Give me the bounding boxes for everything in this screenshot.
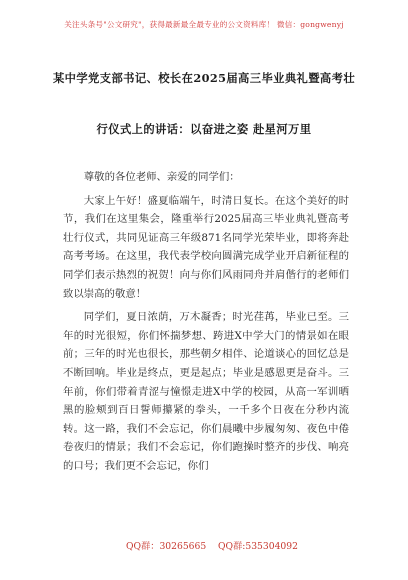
paragraph-2: 同学们，夏日浓荫，万木凝香；时光荏苒，毕业已至。三年的时光很短，你们怀揣梦想、跨进X中学大门的情景如在眼前；三年的时光也很长，那些朝夕相伴、论道谈心的回忆总是不断回响。毕业是终点，更是起点；毕业是感恩更是奋斗。三年前，你们带着青涩与憧憬走进X中学的校园，从高一军训晒黑的脸颊到百日誓师攥紧的拳头，一千多个日夜在分秒内流转。这一路，我们不会忘记，你们晨曦中步履匆匆、夜色中倦卷夜归的情景；我们不会忘记，你们跑操时整齐的步伐、响亮的口号；我们更不会忘记，你们 — [63, 311, 349, 472]
speech-body — [63, 168, 349, 481]
footer-qq-group-2: QQ群:535304092 — [218, 541, 298, 552]
salutation: 尊敬的各位老师、亲爱的同学们： — [83, 171, 240, 183]
paragraph-1: 大家上午好！盛夏临端午，时清日复长。在这个美好的时节，我们在这里集会，隆重举行2025届高三毕业典礼暨高考壮行仪式，共同见证高三年级871名同学光荣毕业，即将奔赴高考考场。在这里，我代表学校向圆满完成学业开启新征程的同学们表示热烈的祝贺！向与你们风雨同舟并肩偕行的老师们致以崇高的敬意！ — [63, 194, 349, 300]
footer-qq-group-1: QQ群：30265665 — [126, 541, 207, 552]
header-promo-note: 关注头条号"公文研究"，获得最新最全最专业的公文资料库！ 微信：gongwenyj — [64, 20, 344, 29]
document-title-line-1: 某中学党支部书记、校长在2025届高三毕业典礼暨高考壮 — [52, 71, 356, 85]
document-title-line-2: 行仪式上的讲话：以奋进之姿 赴星河万里 — [96, 122, 312, 136]
